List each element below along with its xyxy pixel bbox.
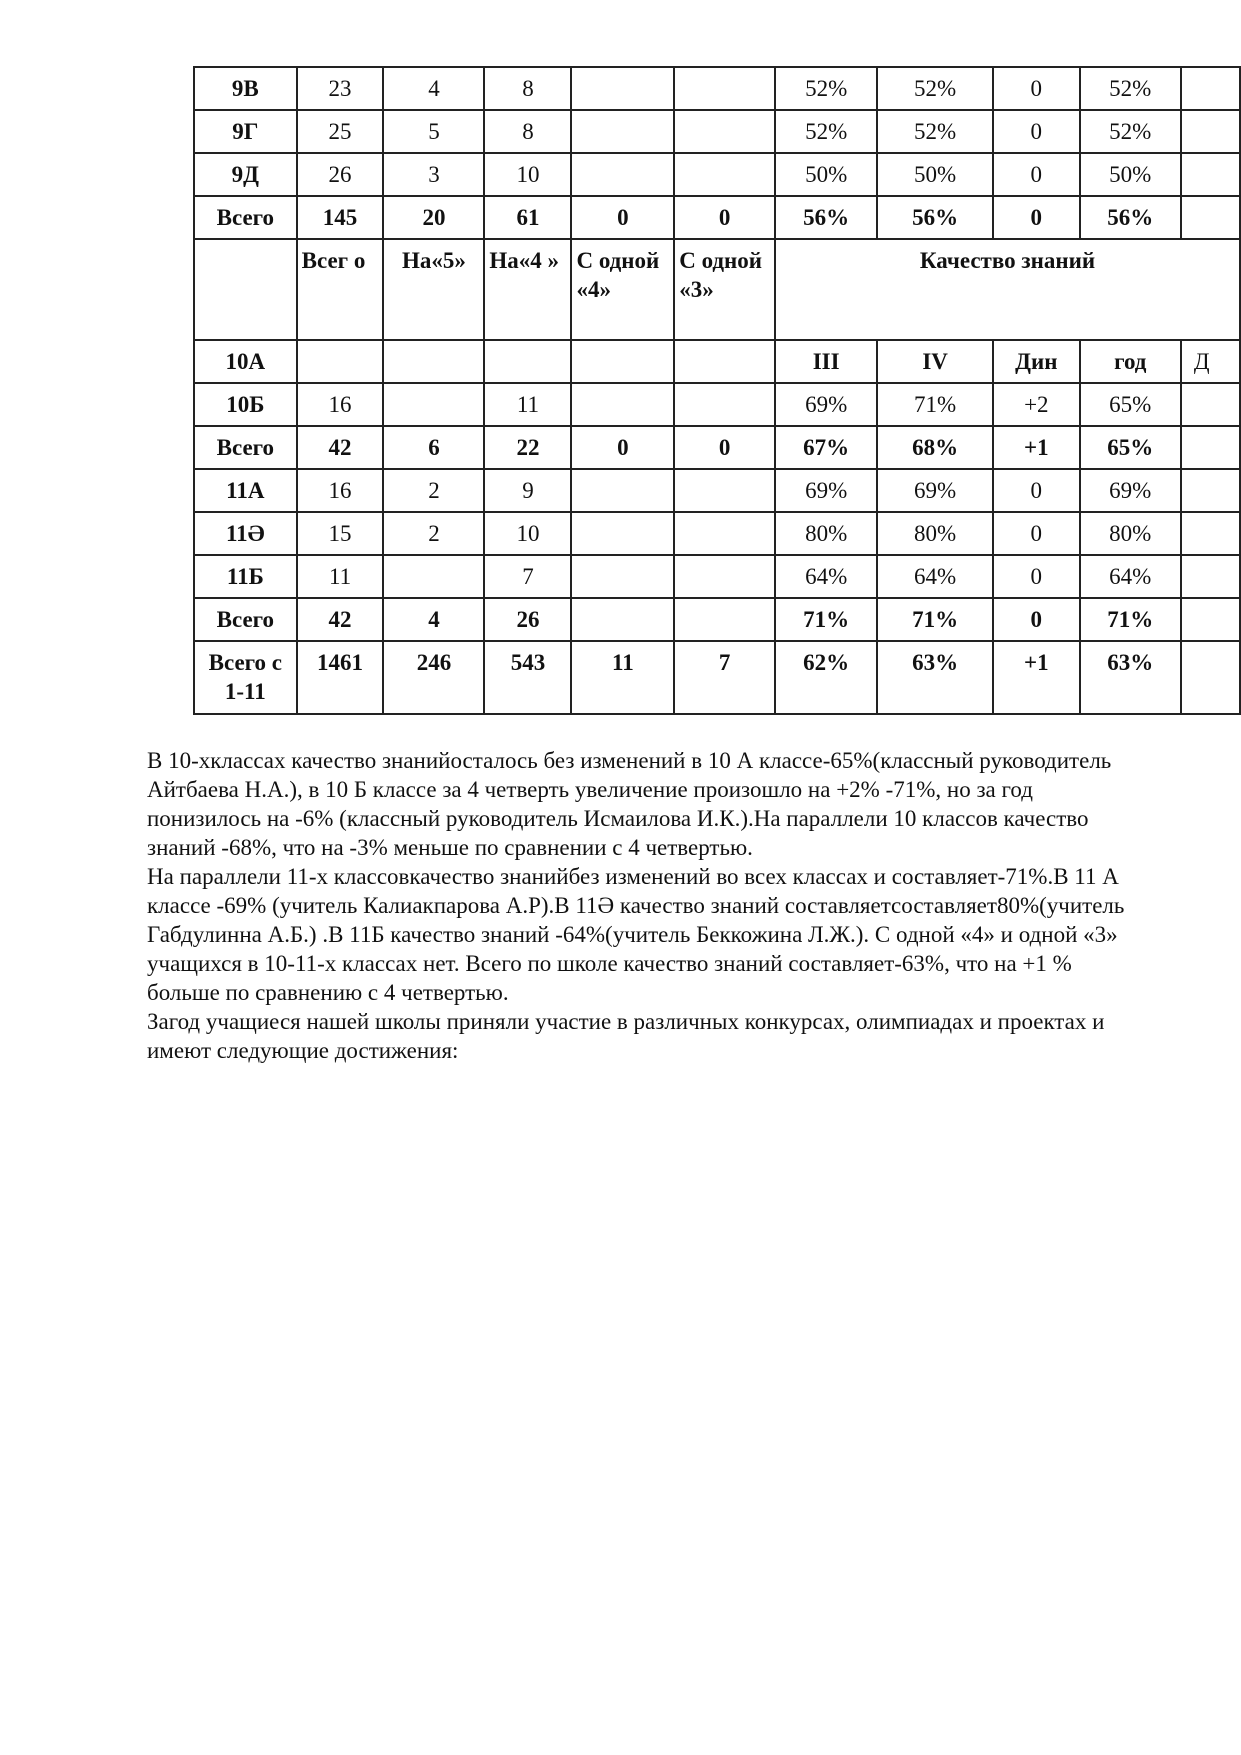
table-cell: 23 — [297, 67, 384, 110]
table-cell — [571, 383, 674, 426]
table-cell: 65% — [1080, 383, 1181, 426]
table-cell: 69% — [775, 469, 877, 512]
header-na4: На«4 » — [484, 239, 571, 340]
table-cell: 22 — [484, 426, 571, 469]
table-cell — [571, 110, 674, 153]
table-cell: 0 — [571, 426, 674, 469]
table-cell: 50% — [775, 153, 877, 196]
table-cell — [1181, 67, 1240, 110]
table-row — [194, 512, 1240, 555]
table-cell — [1181, 555, 1240, 598]
table-cell: 56% — [877, 196, 993, 239]
total-cell: 63% — [877, 641, 993, 714]
table-cell: 4 — [383, 67, 484, 110]
table-cell: 61 — [484, 196, 571, 239]
table-cell: 10 — [484, 153, 571, 196]
table-cell: 56% — [1080, 196, 1181, 239]
row-label: 9Д — [194, 153, 297, 196]
table-cell — [383, 555, 484, 598]
table-cell — [1181, 383, 1240, 426]
table-cell: 16 — [297, 383, 384, 426]
table-cell: 71% — [877, 598, 993, 641]
table-row — [194, 153, 1240, 196]
paragraph: В 10-хклассах качество знанийосталось без изменений в 10 А классе-65%(классный руководитель Айтбаева Н.А.), в 10 Б классе за 4 четверть увеличение произошло на +2% -71%, но за год понизилось на -6% (классный руководитель Исмаилова И.К.).На параллели 10 классов качество знаний -68%, что на -3% меньше по сравнении с 4 четвертью. — [147, 748, 1112, 860]
row-label: Всего — [194, 196, 297, 239]
table-cell: 16 — [297, 469, 384, 512]
header-empty — [194, 239, 297, 340]
table-cell: 69% — [1080, 469, 1181, 512]
sub-header-q3: III — [775, 340, 877, 383]
table-cell: 52% — [775, 67, 877, 110]
row-label: 9В — [194, 67, 297, 110]
table-row — [194, 196, 1240, 239]
table-total — [194, 641, 1240, 714]
table-cell: 9 — [484, 469, 571, 512]
table-cell: 56% — [775, 196, 877, 239]
sub-header-din: Дин — [993, 340, 1080, 383]
table-cell: 69% — [877, 469, 993, 512]
table-cell: 2 — [383, 512, 484, 555]
table-cell — [674, 153, 775, 196]
table-cell: 80% — [1080, 512, 1181, 555]
total-cell: 543 — [484, 641, 571, 714]
header-vsego: Всег о — [297, 239, 384, 340]
table-cell: 52% — [1080, 110, 1181, 153]
table-cell: 64% — [877, 555, 993, 598]
table-cell: 4 — [383, 598, 484, 641]
sub-header-god: год — [1080, 340, 1181, 383]
grades-table — [193, 66, 1241, 715]
sub-header-q4: IV — [877, 340, 993, 383]
table-cell: 69% — [775, 383, 877, 426]
table-cell: 52% — [877, 110, 993, 153]
total-cell: 11 — [571, 641, 674, 714]
table-cell — [674, 469, 775, 512]
table-cell: 25 — [297, 110, 384, 153]
sub-header-row — [194, 340, 1240, 383]
table-cell: 80% — [877, 512, 993, 555]
header-s-odnoy-3: С одной «3» — [674, 239, 775, 340]
table-cell: 52% — [775, 110, 877, 153]
row-label: 11А — [194, 469, 297, 512]
sub-header-cut: Д — [1181, 340, 1240, 383]
table-cell — [674, 555, 775, 598]
row-label: Всего — [194, 598, 297, 641]
table-cell: +1 — [993, 426, 1080, 469]
header-row — [194, 239, 1240, 340]
table-cell — [571, 67, 674, 110]
table-cell: 8 — [484, 67, 571, 110]
total-cell: 246 — [383, 641, 484, 714]
table-cell: 71% — [877, 383, 993, 426]
table-cell: 11 — [484, 383, 571, 426]
table-body-top — [194, 67, 1240, 239]
body-text — [147, 746, 1127, 1065]
table-cell: 0 — [993, 110, 1080, 153]
table-cell: 80% — [775, 512, 877, 555]
table-cell: 0 — [993, 555, 1080, 598]
table-cell: 0 — [993, 67, 1080, 110]
table-cell: 26 — [297, 153, 384, 196]
table-header — [194, 239, 1240, 383]
row-label: Всего — [194, 426, 297, 469]
table-cell: 0 — [993, 196, 1080, 239]
row-label: 11Ә — [194, 512, 297, 555]
row-label: 9Г — [194, 110, 297, 153]
table-cell — [1181, 153, 1240, 196]
table-cell: 42 — [297, 426, 384, 469]
table-cell: 52% — [877, 67, 993, 110]
table-cell: 0 — [571, 196, 674, 239]
table-row — [194, 598, 1240, 641]
table-cell — [1181, 110, 1240, 153]
table-cell: 10 — [484, 512, 571, 555]
table-cell: 42 — [297, 598, 384, 641]
table-cell: 65% — [1080, 426, 1181, 469]
table-cell: 7 — [484, 555, 571, 598]
table-cell: 52% — [1080, 67, 1181, 110]
table-cell — [571, 555, 674, 598]
table-cell: 67% — [775, 426, 877, 469]
table-cell — [674, 110, 775, 153]
table-row — [194, 110, 1240, 153]
table-cell: 20 — [383, 196, 484, 239]
table-cell: 68% — [877, 426, 993, 469]
table-cell — [484, 340, 571, 383]
table-cell — [674, 383, 775, 426]
table-cell: 0 — [993, 469, 1080, 512]
table-cell: 26 — [484, 598, 571, 641]
table-cell — [674, 340, 775, 383]
table-row — [194, 555, 1240, 598]
table-cell — [674, 67, 775, 110]
table-cell — [297, 340, 384, 383]
table-cell: 6 — [383, 426, 484, 469]
table-row — [194, 469, 1240, 512]
table-cell — [571, 469, 674, 512]
table-cell: 64% — [1080, 555, 1181, 598]
sub-header-class: 10А — [194, 340, 297, 383]
total-label: Всего с 1-11 — [194, 641, 297, 714]
table-row — [194, 383, 1240, 426]
table-cell: 2 — [383, 469, 484, 512]
table-row — [194, 67, 1240, 110]
table-cell — [1181, 512, 1240, 555]
table-cell: 15 — [297, 512, 384, 555]
paragraph: На параллели 11-х классовкачество знанийбез изменений во всех классах и составляет-71%.В 11 А классе -69% (учитель Калиакпарова А.Р).В 11Ә качество знаний составляетсоставляет80%(учитель Габдулинна А.Б.) .В 11Б качество знаний -64%(учитель Беккожина Л.Ж.). С одной «4» и одной «3» учащихся в 10-11-х классах нет. Всего по школе качество знаний составляет-63%, что на +1 % больше по сравнению с 4 четвертью. — [147, 864, 1125, 1005]
table-cell: +2 — [993, 383, 1080, 426]
table-cell: 145 — [297, 196, 384, 239]
table-cell: 50% — [877, 153, 993, 196]
table-cell: 0 — [674, 196, 775, 239]
header-na5: На«5» — [383, 239, 484, 340]
table-cell: 0 — [993, 512, 1080, 555]
total-cell — [1181, 641, 1240, 714]
table-cell: 50% — [1080, 153, 1181, 196]
table-cell — [571, 153, 674, 196]
table-cell: 64% — [775, 555, 877, 598]
table-cell — [383, 340, 484, 383]
table-cell — [1181, 196, 1240, 239]
total-cell: +1 — [993, 641, 1080, 714]
table-cell: 71% — [1080, 598, 1181, 641]
total-cell: 63% — [1080, 641, 1181, 714]
table-cell: 3 — [383, 153, 484, 196]
table-cell — [674, 598, 775, 641]
total-cell: 7 — [674, 641, 775, 714]
table-body-bottom — [194, 383, 1240, 641]
table-cell: 11 — [297, 555, 384, 598]
table-cell: 0 — [993, 153, 1080, 196]
table-cell — [571, 340, 674, 383]
table-cell: 5 — [383, 110, 484, 153]
table-cell — [571, 598, 674, 641]
table-cell — [1181, 598, 1240, 641]
header-kachestvo: Качество знаний — [775, 239, 1240, 340]
table-cell: 8 — [484, 110, 571, 153]
table-cell: 71% — [775, 598, 877, 641]
table-cell — [383, 383, 484, 426]
table-row — [194, 426, 1240, 469]
table-cell — [1181, 469, 1240, 512]
table-cell — [571, 512, 674, 555]
header-s-odnoy-4: С одной «4» — [571, 239, 674, 340]
row-label: 11Б — [194, 555, 297, 598]
table-cell — [1181, 426, 1240, 469]
table-cell: 0 — [674, 426, 775, 469]
total-cell: 62% — [775, 641, 877, 714]
table-cell: 0 — [993, 598, 1080, 641]
total-row — [194, 641, 1240, 714]
total-cell: 1461 — [297, 641, 384, 714]
table-cell — [674, 512, 775, 555]
paragraph: Загод учащиеся нашей школы приняли участие в различных конкурсах, олимпиадах и проектах и имеют следующие достижения: — [147, 1009, 1105, 1063]
row-label: 10Б — [194, 383, 297, 426]
